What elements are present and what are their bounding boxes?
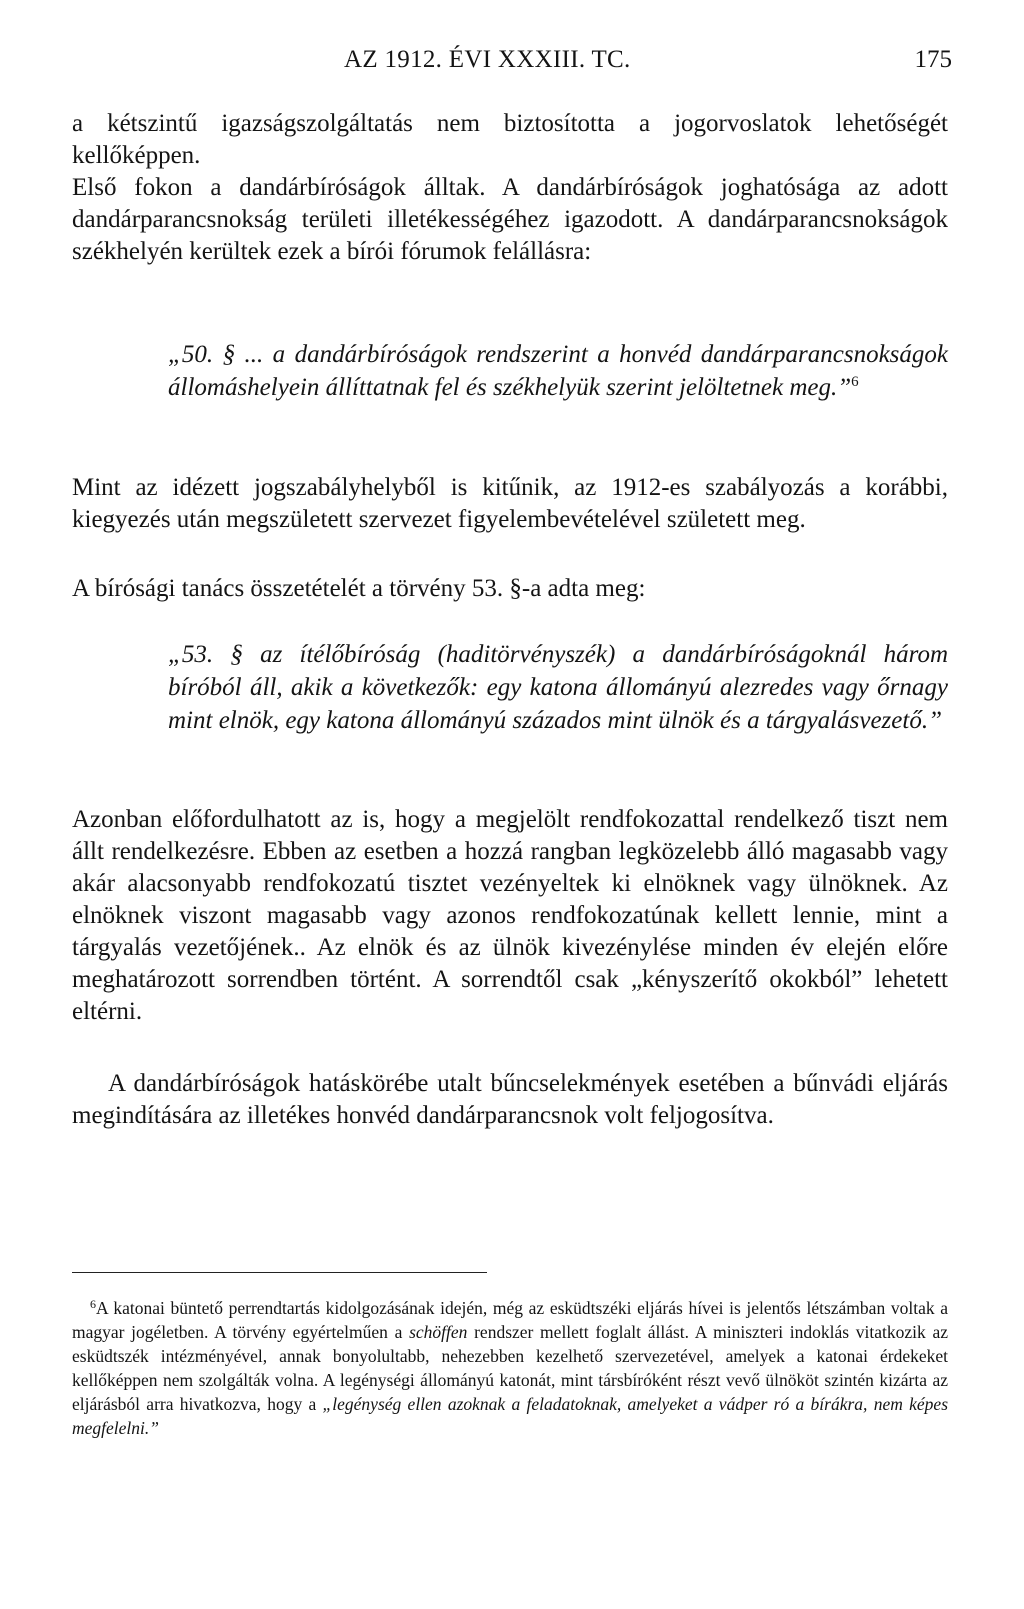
page-number: 175 [914, 46, 952, 73]
paragraph-court-composition: A bírósági tanács összetételét a törvény 53. §-a adta meg: [72, 575, 646, 602]
footnote-separator [72, 1272, 487, 1273]
quote-section-53: „53. § az ítélőbíróság (haditörvényszék) a dandárbíróságoknál három bíróból áll, akik a következők: egy katona állományú alezredes vagy őrnagy mint elnök, egy katona állományú százados mint ülnök és a tárgyalásvezető.” [168, 641, 948, 734]
paragraph-substitution: Azonban előfordulhatott az is, hogy a megjelölt rendfokozattal rendelkező tiszt nem állt rendelkezésre. Ebben az esetben a hozzá rangban legközelebb álló magasabb vagy akár alacsonyabb rendfokozatú tisztet vezényeltek ki elnöknek vagy ülnöknek. Az elnöknek viszont magasabb vagy azonos rendfokozatúnak kellett lennie, mint a tárgyalás vezetőjének.. Az elnök és az ülnök kivezénylése minden év elején előre meghatározott sorrendben történt. A sorrendtől csak „kényszerítő okokból” lehetett eltérni. [72, 806, 948, 1025]
quote-section-50-text: „50. § ... a dandárbíróságok rendszerint a honvéd dandárparancsnokságok állomáshelyein állíttatnak fel és székhelyük szerint jelöltetnek meg.” [168, 341, 948, 401]
paragraph-continuation: a kétszintű igazságszolgáltatás nem biztosította a jogorvoslatok lehetőségét kellőképpen. [72, 110, 948, 169]
footnote-reference: 6 [851, 374, 859, 390]
footnote-text-1: A katonai büntető perrendtartás kidolgozásának idején, még az esküdtszéki eljárás hívei is jelentős létszámban voltak a magyar jogéletben. A törvény egyértelműen a [72, 1298, 948, 1342]
footnote [72, 1296, 948, 1440]
footnote-term: schöffen [409, 1322, 468, 1342]
paragraph-first-instance: Első fokon a dandárbíróságok álltak. A dandárbíróságok joghatósága az adott dandárparancsnokság területi illetékességéhez igazodott. A dandárparancsnokságok székhelyén kerültek ezek a bírói fórumok felállásra: [72, 174, 948, 265]
footnote-number: 6 [90, 1297, 96, 1311]
footnote-quote: „legénység ellen azoknak a feladatoknak, amelyeket a vádper ró a bírákra, nem képes megfelelni.” [72, 1394, 948, 1438]
paragraph-1912-regulation: Mint az idézett jogszabályhelyből is kitűnik, az 1912-es szabályozás a korábbi, kiegyezés után megszületett szervezet figyelembevételével született meg. [72, 474, 948, 533]
quote-section-50 [168, 338, 948, 404]
footnote-text-2: rendszer mellett foglalt állást. A miniszteri indoklás vitatkozik az esküdtszék intézményével, annak bonyolultabb, nehezebben kezelhető szervezetével, amelyek a katonai érdekeket kellőképpen nem szolgálták volna. A legénységi állományú katonát, mint társbíróként részt vevő ülnököt szintén kizárta az eljárásból arra hivatkozva, hogy a [72, 1322, 949, 1414]
paragraph-prosecution: A dandárbíróságok hatáskörébe utalt bűncselekmények esetében a bűnvádi eljárás megindítására az illetékes honvéd dandárparancsnok volt feljogosítva. [72, 1070, 948, 1129]
running-title: AZ 1912. ÉVI XXXIII. TC. [344, 46, 631, 73]
